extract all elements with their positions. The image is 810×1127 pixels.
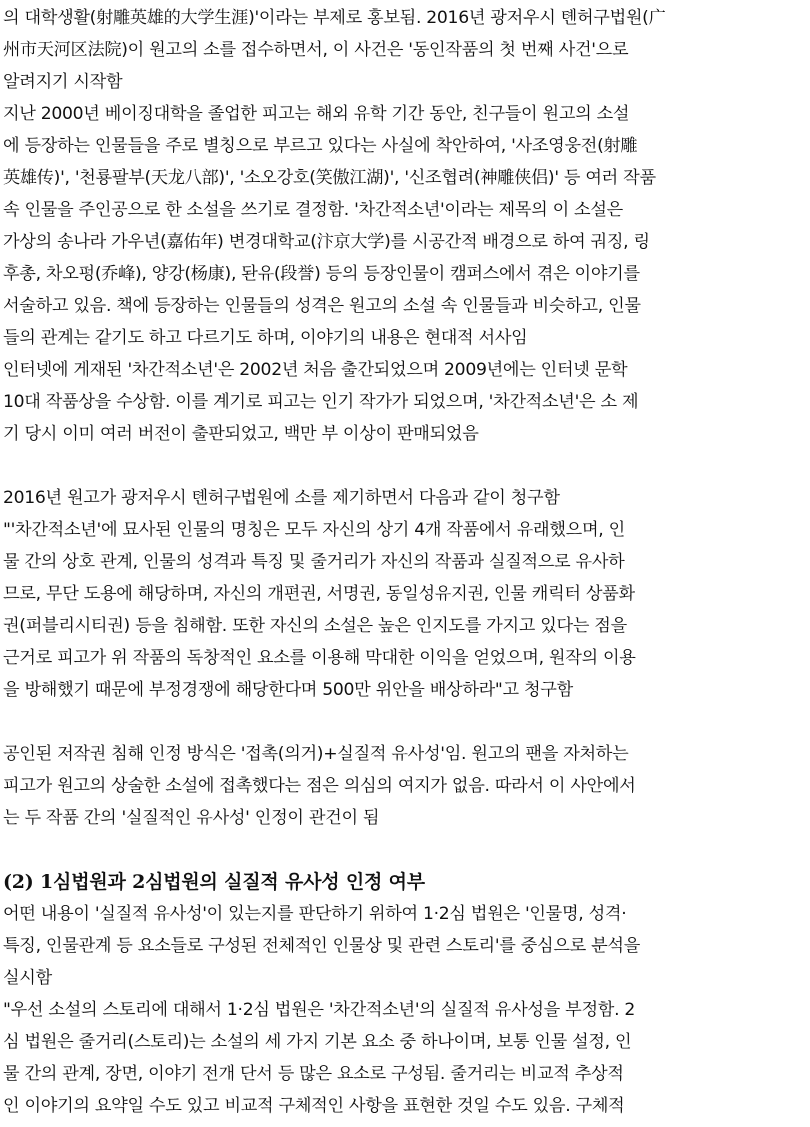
para1-line-1: 의 대학생활(射雕英雄的大学生涯)'이라는 부제로 홍보됨. 2016년 광저우시 톈허구법원(广 [3,8,666,28]
para4-line-6: 근거로 피고가 위 작품의 독창적인 요소를 이용해 막대한 이익을 얻었으며, 원작의 이용 [3,648,636,668]
para7-line-1: "우선 소설의 스토리에 대해서 1·2심 법원은 '차간적소년'의 실질적 유사성을 부정함. 2 [3,1000,636,1020]
para5-line-1: 공인된 저작권 침해 인정 방식은 '접촉(의거)+실질적 유사성'임. 원고의 팬을 자처하는 [3,744,629,764]
para4-line-1: 2016년 원고가 광저우시 톈허구법원에 소를 제기하면서 다음과 같이 청구함 [3,488,560,508]
para6-line-3: 실시함 [3,968,52,988]
para2-line-2: 에 등장하는 인물들을 주로 별칭으로 부르고 있다는 사실에 착안하여, '사조영웅전(射雕 [3,136,638,156]
para1-line-3: 알려지기 시작함 [3,72,123,92]
para7-line-2: 심 법원은 줄거리(스토리)는 소설의 세 가지 기본 요소 중 하나이며, 보통 인물 설정, 인 [3,1032,632,1052]
para7-line-3: 물 간의 관계, 장면, 이야기 전개 단서 등 많은 요소로 구성됨. 줄거리는 비교적 추상적 [3,1064,624,1084]
para2-line-4: 속 인물을 주인공으로 한 소설을 쓰기로 결정함. '차간적소년'이라는 제목의 이 소설은 [3,200,623,220]
para2-line-1: 지난 2000년 베이징대학을 졸업한 피고는 해외 유학 기간 동안, 친구들이 원고의 소설 [3,104,630,124]
para4-line-3: 물 간의 상호 관계, 인물의 성격과 특징 및 줄거리가 자신의 작품과 실질적으로 유사하 [3,552,625,572]
para2-line-5: 가상의 송나라 가우년(嘉佑年) 변경대학교(汴京大学)를 시공간적 배경으로 하여 궈징, 링 [3,232,650,252]
para4-line-7: 을 방해했기 때문에 부정경쟁에 해당한다며 500만 위안을 배상하라"고 청구함 [3,680,573,700]
para2-line-8: 들의 관계는 같기도 하고 다르기도 하며, 이야기의 내용은 현대적 서사임 [3,328,528,348]
para6-line-1: 어떤 내용이 '실질적 유사성'이 있는지를 판단하기 위하여 1·2심 법원은 '인물명, 성격· [3,904,627,924]
para4-line-2: "'차간적소년'에 묘사된 인물의 명칭은 모두 자신의 상기 4개 작품에서 유래했으며, 인 [3,520,625,540]
para4-line-5: 권(퍼블리시티권) 등을 침해함. 또한 자신의 소설은 높은 인지도를 가지고 있다는 점을 [3,616,627,636]
para2-line-6: 후총, 차오펑(乔峰), 양강(杨康), 돤유(段誉) 등의 등장인물이 캠퍼스에서 겪은 이야기를 [3,264,640,284]
para5-line-2: 피고가 원고의 상술한 소설에 접촉했다는 점은 의심의 여지가 없음. 따라서 이 사안에서 [3,776,636,796]
para2-line-7: 서술하고 있음. 책에 등장하는 인물들의 성격은 원고의 소설 속 인물들과 비슷하고, 인물 [3,296,641,316]
para1-line-2: 州市天河区法院)이 원고의 소를 접수하면서, 이 사건은 '동인작품의 첫 번째 사건'으로 [3,40,629,60]
para4-line-4: 므로, 무단 도용에 해당하며, 자신의 개편권, 서명권, 동일성유지권, 인물 캐릭터 상품화 [3,584,635,604]
para7-line-4: 인 이야기의 요약일 수도 있고 비교적 구체적인 사항을 표현한 것일 수도 있음. 구체적 [3,1096,625,1116]
para3-line-3: 기 당시 이미 여러 버전이 출판되었고, 백만 부 이상이 판매되었음 [3,424,479,444]
para2-line-3: 英雄传)', '천룡팔부(天龙八部)', '소오강호(笑傲江湖)', '신조협려(神雕侠侣)' 등 여러 작품 [3,168,656,188]
para3-line-2: 10대 작품상을 수상함. 이를 계기로 피고는 인기 작가가 되었으며, '차간적소년'은 소 제 [3,392,639,412]
para3-line-1: 인터넷에 게재된 '차간적소년'은 2002년 처음 출간되었으며 2009년에는 인터넷 문학 [3,360,628,380]
section-heading: (2) 1심법원과 2심법원의 실질적 유사성 인정 여부 [3,871,425,893]
para5-line-3: 는 두 작품 간의 '실질적인 유사성' 인정이 관건이 됨 [3,808,380,828]
para6-line-2: 특징, 인물관계 등 요소들로 구성된 전체적인 인물상 및 관련 스토리'를 중심으로 분석을 [3,936,640,956]
